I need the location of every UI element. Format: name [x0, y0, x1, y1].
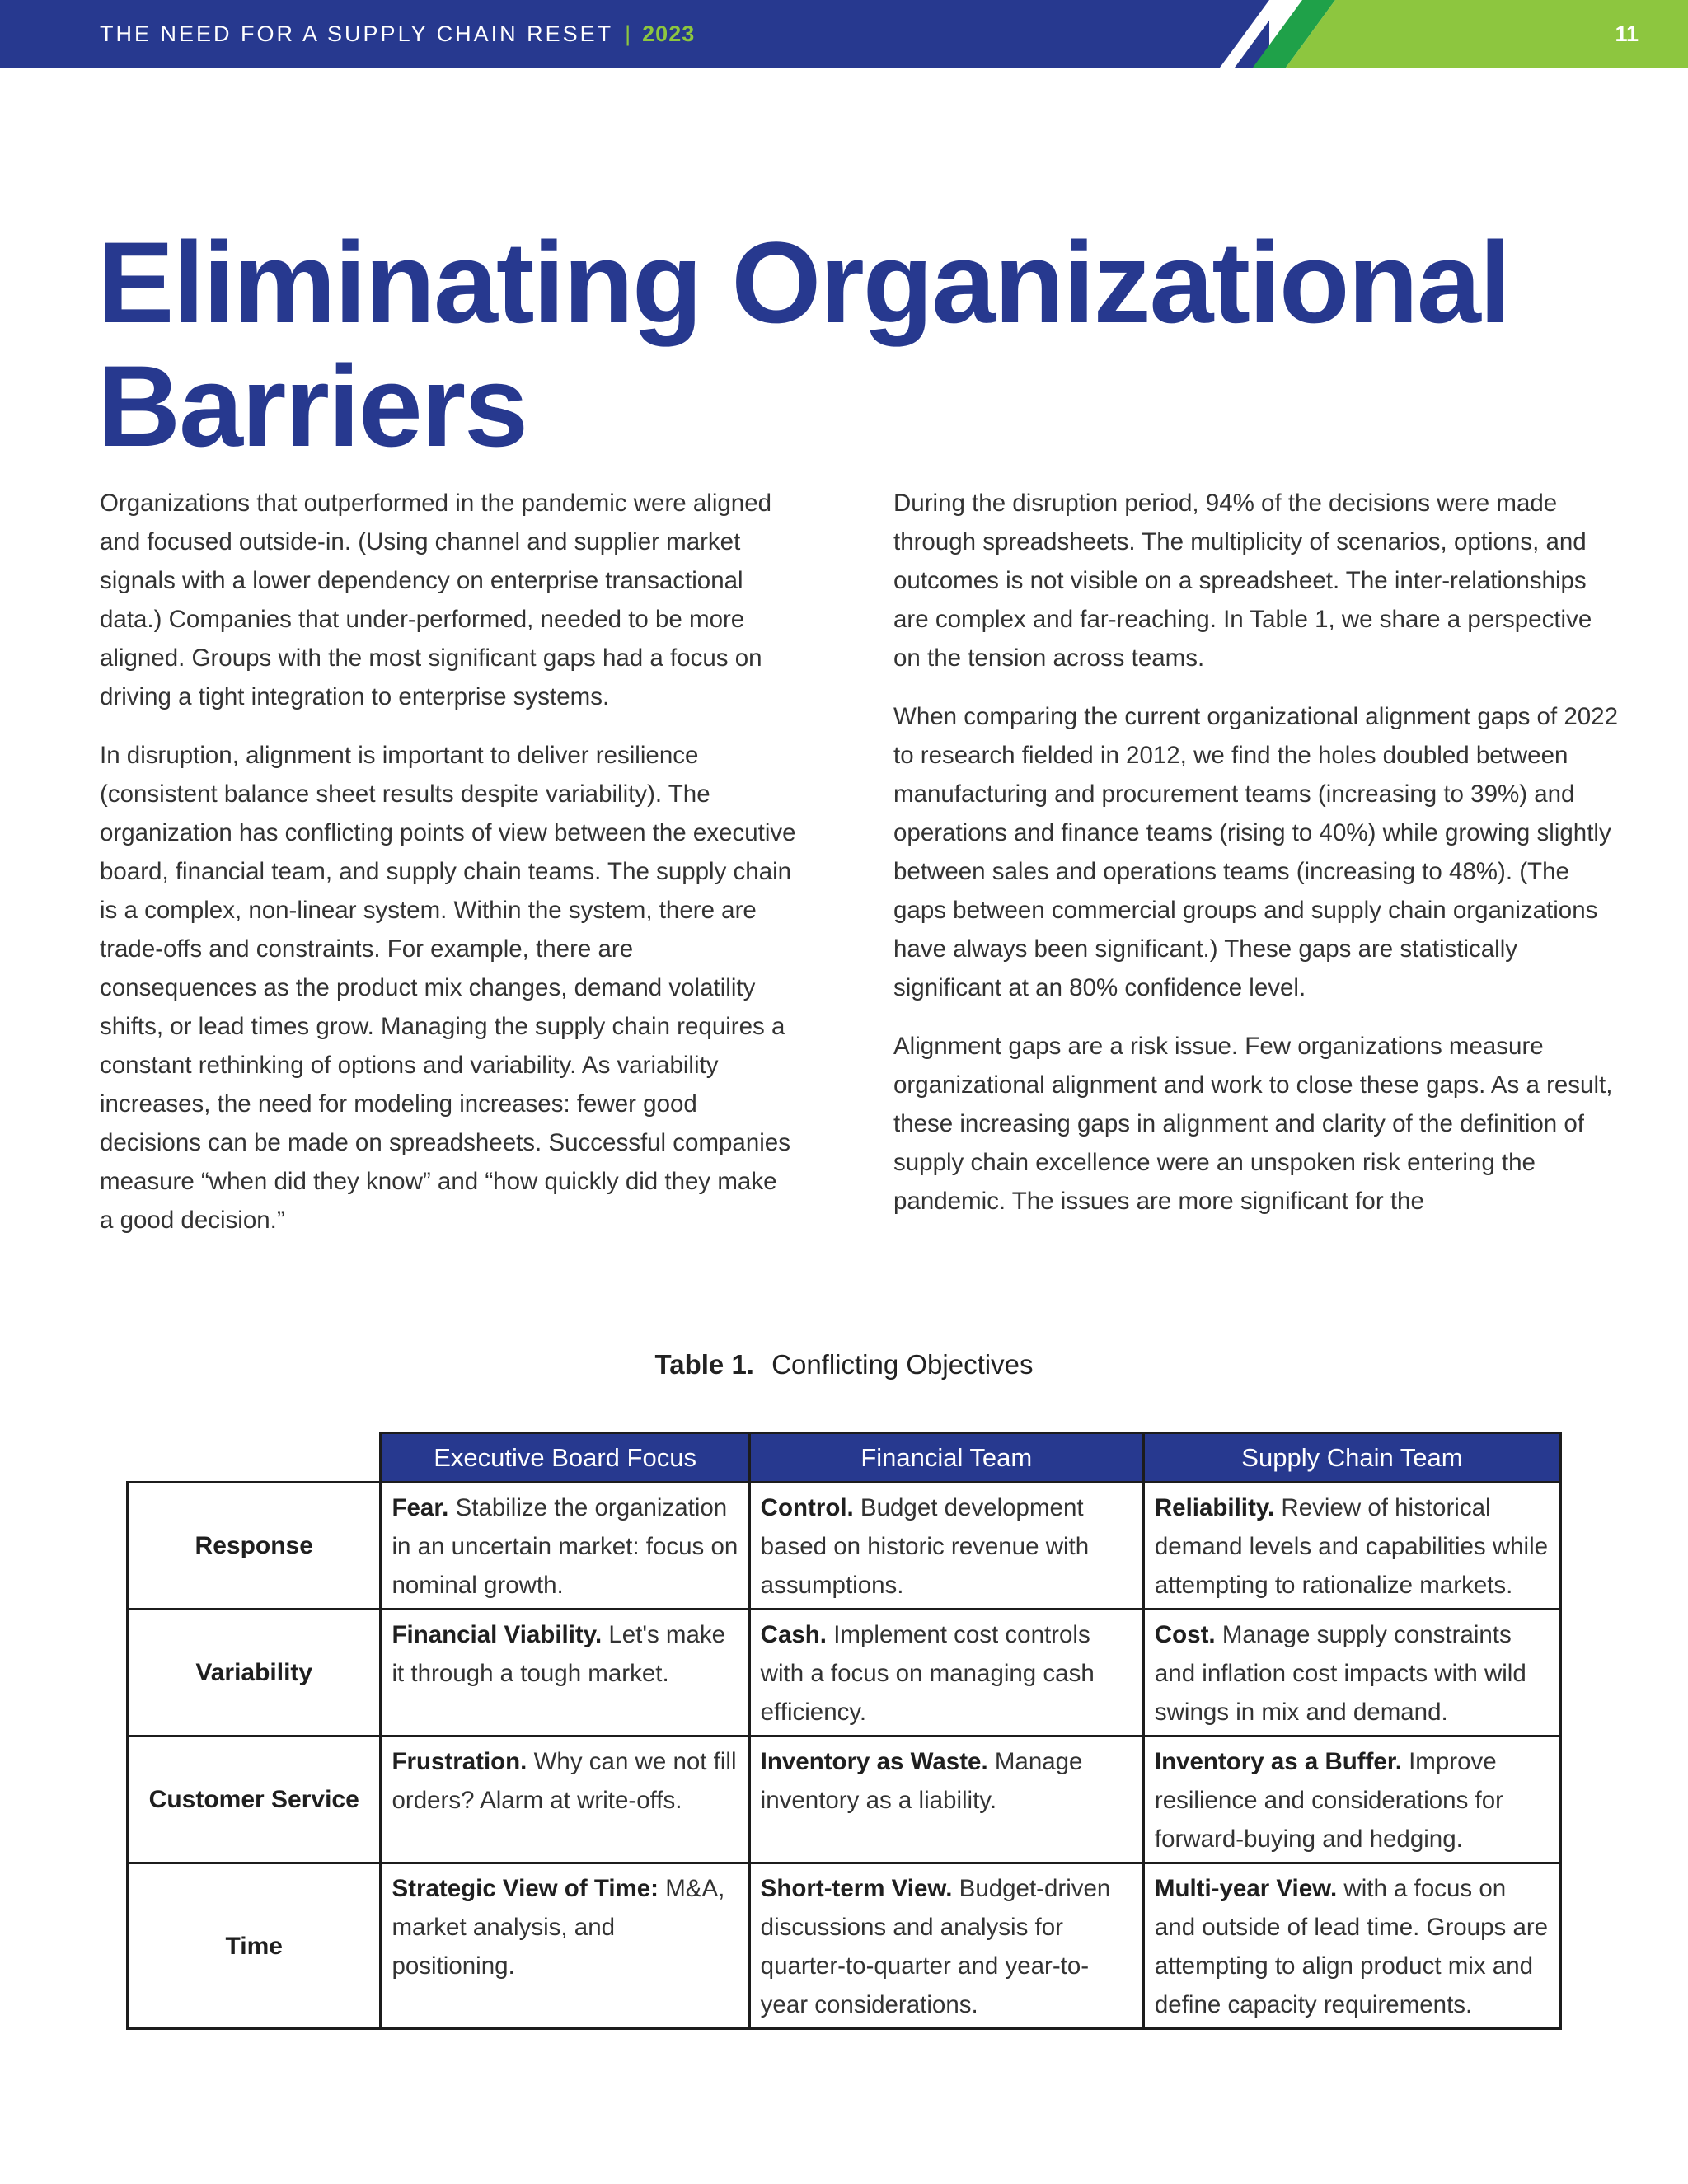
cell-text: Manage supply constraints and inflation cost impacts with wild swings in mix and demand.	[1154, 1621, 1526, 1726]
cell-lead: Cost.	[1154, 1621, 1216, 1648]
row-header: Variability	[128, 1610, 381, 1736]
cell-lead: Financial Viability.	[392, 1621, 603, 1648]
table-row	[128, 1483, 1561, 1610]
table-cell	[1143, 1863, 1560, 2029]
cell-text: with a focus on and outside of lead time. Groups are attempting to align product mix and define capacity requirements.	[1154, 1875, 1549, 2018]
cell-text: Budget-driven discussions and analysis for quarter-to-quarter and year-to-year considerations.	[760, 1875, 1111, 2018]
cell-lead: Fear.	[392, 1494, 449, 1521]
table-cell	[749, 1610, 1143, 1736]
table-cell	[749, 1736, 1143, 1863]
table-row	[128, 1610, 1561, 1736]
cell-text: M&A, market analysis, and positioning.	[392, 1875, 725, 1980]
header-separator: |	[625, 21, 631, 46]
header-band	[0, 0, 1688, 68]
body-paragraph: In disruption, alignment is important to deliver resilience (consistent balance sheet results despite variability). The organization has conflicting points of view between the executive board, financial team, and supply chain teams. The supply chain is a complex, non-linear system. Within the system, there are trade-offs and constraints. For example, there are consequences as the product mix changes, demand volatility shifts, or lead times grow. Managing the supply chain requires a constant rethinking of options and variability. As variability increases, the need for modeling increases: fewer good decisions can be made on spreadsheets. Successful companies measure “when did they know” and “how quickly did they make a good decision.”	[100, 742, 796, 1234]
table-cell	[749, 1483, 1143, 1610]
page-title	[97, 218, 1622, 471]
cell-text: Stabilize the organization in an uncertain market: focus on nominal growth.	[392, 1494, 738, 1599]
cell-text: Implement cost controls with a focus on managing cash efficiency.	[760, 1621, 1095, 1726]
cell-lead: Inventory as Waste.	[760, 1748, 988, 1775]
conflicting-objectives-table	[126, 1432, 1562, 2030]
page-title-line-2: Barriers	[97, 341, 528, 471]
cell-text: Manage inventory as a liability.	[760, 1748, 1083, 1814]
column-header: Supply Chain Team	[1143, 1433, 1560, 1483]
cell-text: Review of historical demand levels and capabilities while attempting to rationalize markets.	[1154, 1494, 1549, 1599]
cell-text: Why can we not fill orders? Alarm at write-offs.	[392, 1748, 737, 1814]
cell-lead: Strategic View of Time:	[392, 1875, 659, 1902]
row-header: Response	[128, 1483, 381, 1610]
row-header: Time	[128, 1863, 381, 2029]
table-cell	[1143, 1610, 1560, 1736]
page-number: 11	[1615, 21, 1639, 46]
cell-lead: Inventory as a Buffer.	[1154, 1748, 1402, 1775]
row-header: Customer Service	[128, 1736, 381, 1863]
body-column-left	[100, 484, 796, 1259]
body-paragraph: When comparing the current organizational alignment gaps of 2022 to research fielded in 2012, we find the holes doubled between manufacturing and procurement teams (increasing to 39%) and operations and finance teams (rising to 40%) while growing slightly between sales and operations teams (increasing to 48%). (The gaps between commercial groups and supply chain organizations have always been significant.) These gaps are statistically significant at an 80% confidence level.	[893, 703, 1618, 1001]
table-cell	[749, 1863, 1143, 2029]
table-cell	[1143, 1736, 1560, 1863]
table-cell	[381, 1863, 749, 2029]
page-title-line-1: Eliminating Organizational	[97, 218, 1510, 347]
table-caption	[0, 1349, 1688, 1380]
body-paragraph: Organizations that outperformed in the pandemic were aligned and focused outside-in. (Using channel and supplier market signals with a lower dependency on enterprise transactional data.) Companies that under-performed, needed to be more aligned. Groups with the most significant gaps had a focus on driving a tight integration to enterprise systems.	[100, 490, 772, 710]
cell-text: Let's make it through a tough market.	[392, 1621, 726, 1687]
cell-lead: Cash.	[760, 1621, 828, 1648]
table-cell	[1143, 1483, 1560, 1610]
column-header: Financial Team	[749, 1433, 1143, 1483]
table-row	[128, 1863, 1561, 2029]
body-column-right	[893, 484, 1619, 1240]
cell-text: Improve resilience and considerations for forward-buying and hedging.	[1154, 1748, 1503, 1853]
cell-lead: Reliability.	[1154, 1494, 1275, 1521]
table-caption-label: Table 1.	[654, 1349, 754, 1380]
cell-lead: Frustration.	[392, 1748, 528, 1775]
column-header: Executive Board Focus	[381, 1433, 749, 1483]
cell-text: Budget development based on historic revenue with assumptions.	[760, 1494, 1090, 1599]
table-header-row	[128, 1433, 1561, 1483]
table-caption-text: Conflicting Objectives	[771, 1349, 1034, 1380]
header-running-title	[100, 0, 695, 68]
cell-lead: Multi-year View.	[1154, 1875, 1338, 1902]
cell-lead: Short-term View.	[760, 1875, 953, 1902]
cell-lead: Control.	[760, 1494, 854, 1521]
table-header-blank	[128, 1433, 381, 1483]
table-cell	[381, 1483, 749, 1610]
table-cell	[381, 1736, 749, 1863]
body-paragraph: During the disruption period, 94% of the decisions were made through spreadsheets. The multiplicity of scenarios, options, and outcomes is not visible on a spreadsheet. The inter-relationships are complex and far-reaching. In Table 1, we share a perspective on the tension across teams.	[893, 490, 1592, 672]
table-cell	[381, 1610, 749, 1736]
header-title: THE NEED FOR A SUPPLY CHAIN RESET	[100, 21, 614, 46]
table-row	[128, 1736, 1561, 1863]
body-paragraph: Alignment gaps are a risk issue. Few organizations measure organizational alignment and work to close these gaps. As a result, these increasing gaps in alignment and clarity of the definition of supply chain excellence were an unspoken risk entering the pandemic. The issues are more significant for the	[893, 1033, 1613, 1215]
header-year: 2023	[642, 21, 696, 46]
